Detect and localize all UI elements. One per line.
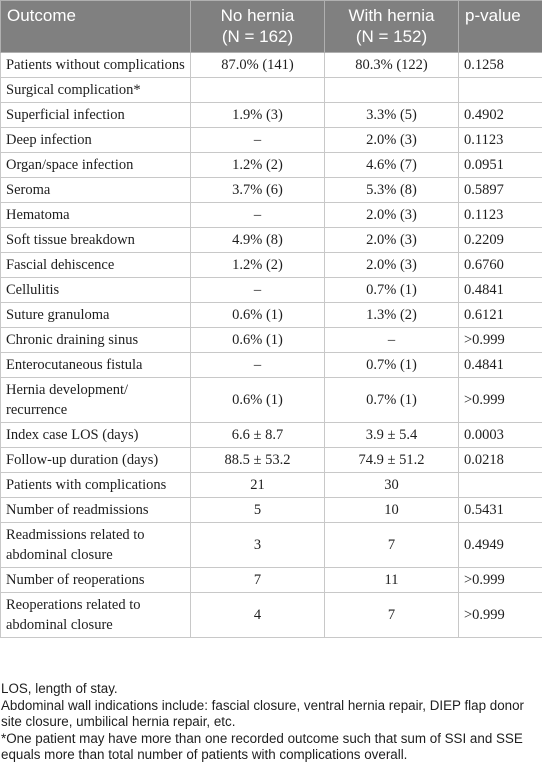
- table-row: [1, 423, 542, 448]
- with-hernia-cell: 10: [325, 498, 459, 523]
- header-with-hernia-label: With hernia: [348, 6, 435, 25]
- p-value-cell: 0.4841: [459, 353, 542, 378]
- header-no-hernia: [191, 1, 325, 53]
- no-hernia-cell: 0.6% (1): [191, 328, 325, 353]
- row-label-cell: Superficial infection: [1, 103, 191, 128]
- table-row: [1, 253, 542, 278]
- no-hernia-cell: –: [191, 353, 325, 378]
- row-label-cell: Patients without complications: [1, 53, 191, 78]
- table-row: [1, 178, 542, 203]
- header-p-value: p-value: [459, 1, 542, 53]
- no-hernia-cell: –: [191, 278, 325, 303]
- footnote-ssi-sse: *One patient may have more than one recorded outcome such that sum of SSI and SSE equals more than total number of patients with complications overall.: [1, 730, 523, 762]
- row-label-cell: Reoperations related to abdominal closure: [1, 593, 191, 638]
- no-hernia-cell: 0.6% (1): [191, 378, 325, 423]
- table-row: [1, 523, 542, 568]
- no-hernia-cell: 0.6% (1): [191, 303, 325, 328]
- with-hernia-cell: 3.9 ± 5.4: [325, 423, 459, 448]
- p-value-cell: >0.999: [459, 568, 542, 593]
- table-row: [1, 303, 542, 328]
- no-hernia-cell: 4.9% (8): [191, 228, 325, 253]
- p-value-cell: >0.999: [459, 378, 542, 423]
- table-footnotes: [0, 681, 542, 764]
- p-value-cell: [459, 78, 542, 103]
- p-value-cell: >0.999: [459, 593, 542, 638]
- p-value-cell: 0.2209: [459, 228, 542, 253]
- header-no-hernia-n: (N = 162): [221, 27, 294, 46]
- p-value-cell: 0.4841: [459, 278, 542, 303]
- row-label-cell: Index case LOS (days): [1, 423, 191, 448]
- row-label-cell: Hematoma: [1, 203, 191, 228]
- header-with-hernia: [325, 1, 459, 53]
- p-value-cell: >0.999: [459, 328, 542, 353]
- row-label-cell: Readmissions related to abdominal closure: [1, 523, 191, 568]
- p-value-cell: 0.0218: [459, 448, 542, 473]
- row-label-cell: Deep infection: [1, 128, 191, 153]
- no-hernia-cell: 5: [191, 498, 325, 523]
- row-label-cell: Hernia development/ recurrence: [1, 378, 191, 423]
- with-hernia-cell: 7: [325, 523, 459, 568]
- footnote-los: LOS, length of stay.: [1, 681, 118, 696]
- p-value-cell: 0.6121: [459, 303, 542, 328]
- no-hernia-cell: 3.7% (6): [191, 178, 325, 203]
- no-hernia-cell: 87.0% (141): [191, 53, 325, 78]
- row-label-cell: Cellulitis: [1, 278, 191, 303]
- no-hernia-cell: 6.6 ± 8.7: [191, 423, 325, 448]
- header-with-hernia-n: (N = 152): [355, 27, 428, 46]
- p-value-cell: 0.0003: [459, 423, 542, 448]
- row-label-cell: Organ/space infection: [1, 153, 191, 178]
- with-hernia-cell: 0.7% (1): [325, 353, 459, 378]
- no-hernia-cell: 88.5 ± 53.2: [191, 448, 325, 473]
- table-row: [1, 278, 542, 303]
- p-value-cell: 0.4902: [459, 103, 542, 128]
- no-hernia-cell: –: [191, 128, 325, 153]
- with-hernia-cell: 2.0% (3): [325, 253, 459, 278]
- row-label-cell: Number of reoperations: [1, 568, 191, 593]
- no-hernia-cell: [191, 78, 325, 103]
- no-hernia-cell: 3: [191, 523, 325, 568]
- row-label-cell: Fascial dehiscence: [1, 253, 191, 278]
- p-value-cell: 0.1123: [459, 203, 542, 228]
- p-value-cell: 0.5431: [459, 498, 542, 523]
- with-hernia-cell: 1.3% (2): [325, 303, 459, 328]
- row-label-cell: Surgical complication*: [1, 78, 191, 103]
- with-hernia-cell: 5.3% (8): [325, 178, 459, 203]
- with-hernia-cell: [325, 78, 459, 103]
- p-value-cell: 0.1258: [459, 53, 542, 78]
- table-row: [1, 128, 542, 153]
- no-hernia-cell: 1.2% (2): [191, 253, 325, 278]
- table-row: [1, 593, 542, 638]
- with-hernia-cell: 2.0% (3): [325, 228, 459, 253]
- no-hernia-cell: –: [191, 203, 325, 228]
- row-label-cell: Chronic draining sinus: [1, 328, 191, 353]
- with-hernia-cell: 0.7% (1): [325, 378, 459, 423]
- with-hernia-cell: 30: [325, 473, 459, 498]
- with-hernia-cell: 7: [325, 593, 459, 638]
- with-hernia-cell: 80.3% (122): [325, 53, 459, 78]
- p-value-cell: 0.1123: [459, 128, 542, 153]
- no-hernia-cell: 1.9% (3): [191, 103, 325, 128]
- table-row: [1, 473, 542, 498]
- table-row: [1, 203, 542, 228]
- row-label-cell: Patients with complications: [1, 473, 191, 498]
- p-value-cell: 0.5897: [459, 178, 542, 203]
- table-row: [1, 228, 542, 253]
- table-row: [1, 328, 542, 353]
- table-header-row: [1, 1, 542, 53]
- table-row: [1, 498, 542, 523]
- row-label-cell: Suture granuloma: [1, 303, 191, 328]
- with-hernia-cell: –: [325, 328, 459, 353]
- no-hernia-cell: 7: [191, 568, 325, 593]
- p-value-cell: 0.6760: [459, 253, 542, 278]
- table-row: [1, 103, 542, 128]
- with-hernia-cell: 4.6% (7): [325, 153, 459, 178]
- row-label-cell: Number of readmissions: [1, 498, 191, 523]
- with-hernia-cell: 0.7% (1): [325, 278, 459, 303]
- header-outcome: Outcome: [1, 1, 191, 53]
- row-label-cell: Follow-up duration (days): [1, 448, 191, 473]
- p-value-cell: [459, 473, 542, 498]
- p-value-cell: 0.0951: [459, 153, 542, 178]
- table-row: [1, 353, 542, 378]
- row-label-cell: Seroma: [1, 178, 191, 203]
- table-row: [1, 448, 542, 473]
- no-hernia-cell: 4: [191, 593, 325, 638]
- no-hernia-cell: 21: [191, 473, 325, 498]
- with-hernia-cell: 2.0% (3): [325, 203, 459, 228]
- row-label-cell: Enterocutaneous fistula: [1, 353, 191, 378]
- table-row: [1, 568, 542, 593]
- row-label-cell: Soft tissue breakdown: [1, 228, 191, 253]
- table-row: [1, 153, 542, 178]
- table-row: [1, 378, 542, 423]
- p-value-cell: 0.4949: [459, 523, 542, 568]
- header-no-hernia-label: No hernia: [220, 6, 295, 25]
- with-hernia-cell: 74.9 ± 51.2: [325, 448, 459, 473]
- with-hernia-cell: 11: [325, 568, 459, 593]
- table-row: [1, 78, 542, 103]
- footnote-indications: Abdominal wall indications include: fascial closure, ventral hernia repair, DIEP flap donor site closure, umbilical hernia repair, etc.: [1, 697, 525, 729]
- with-hernia-cell: 2.0% (3): [325, 128, 459, 153]
- no-hernia-cell: 1.2% (2): [191, 153, 325, 178]
- with-hernia-cell: 3.3% (5): [325, 103, 459, 128]
- table-row: [1, 53, 542, 78]
